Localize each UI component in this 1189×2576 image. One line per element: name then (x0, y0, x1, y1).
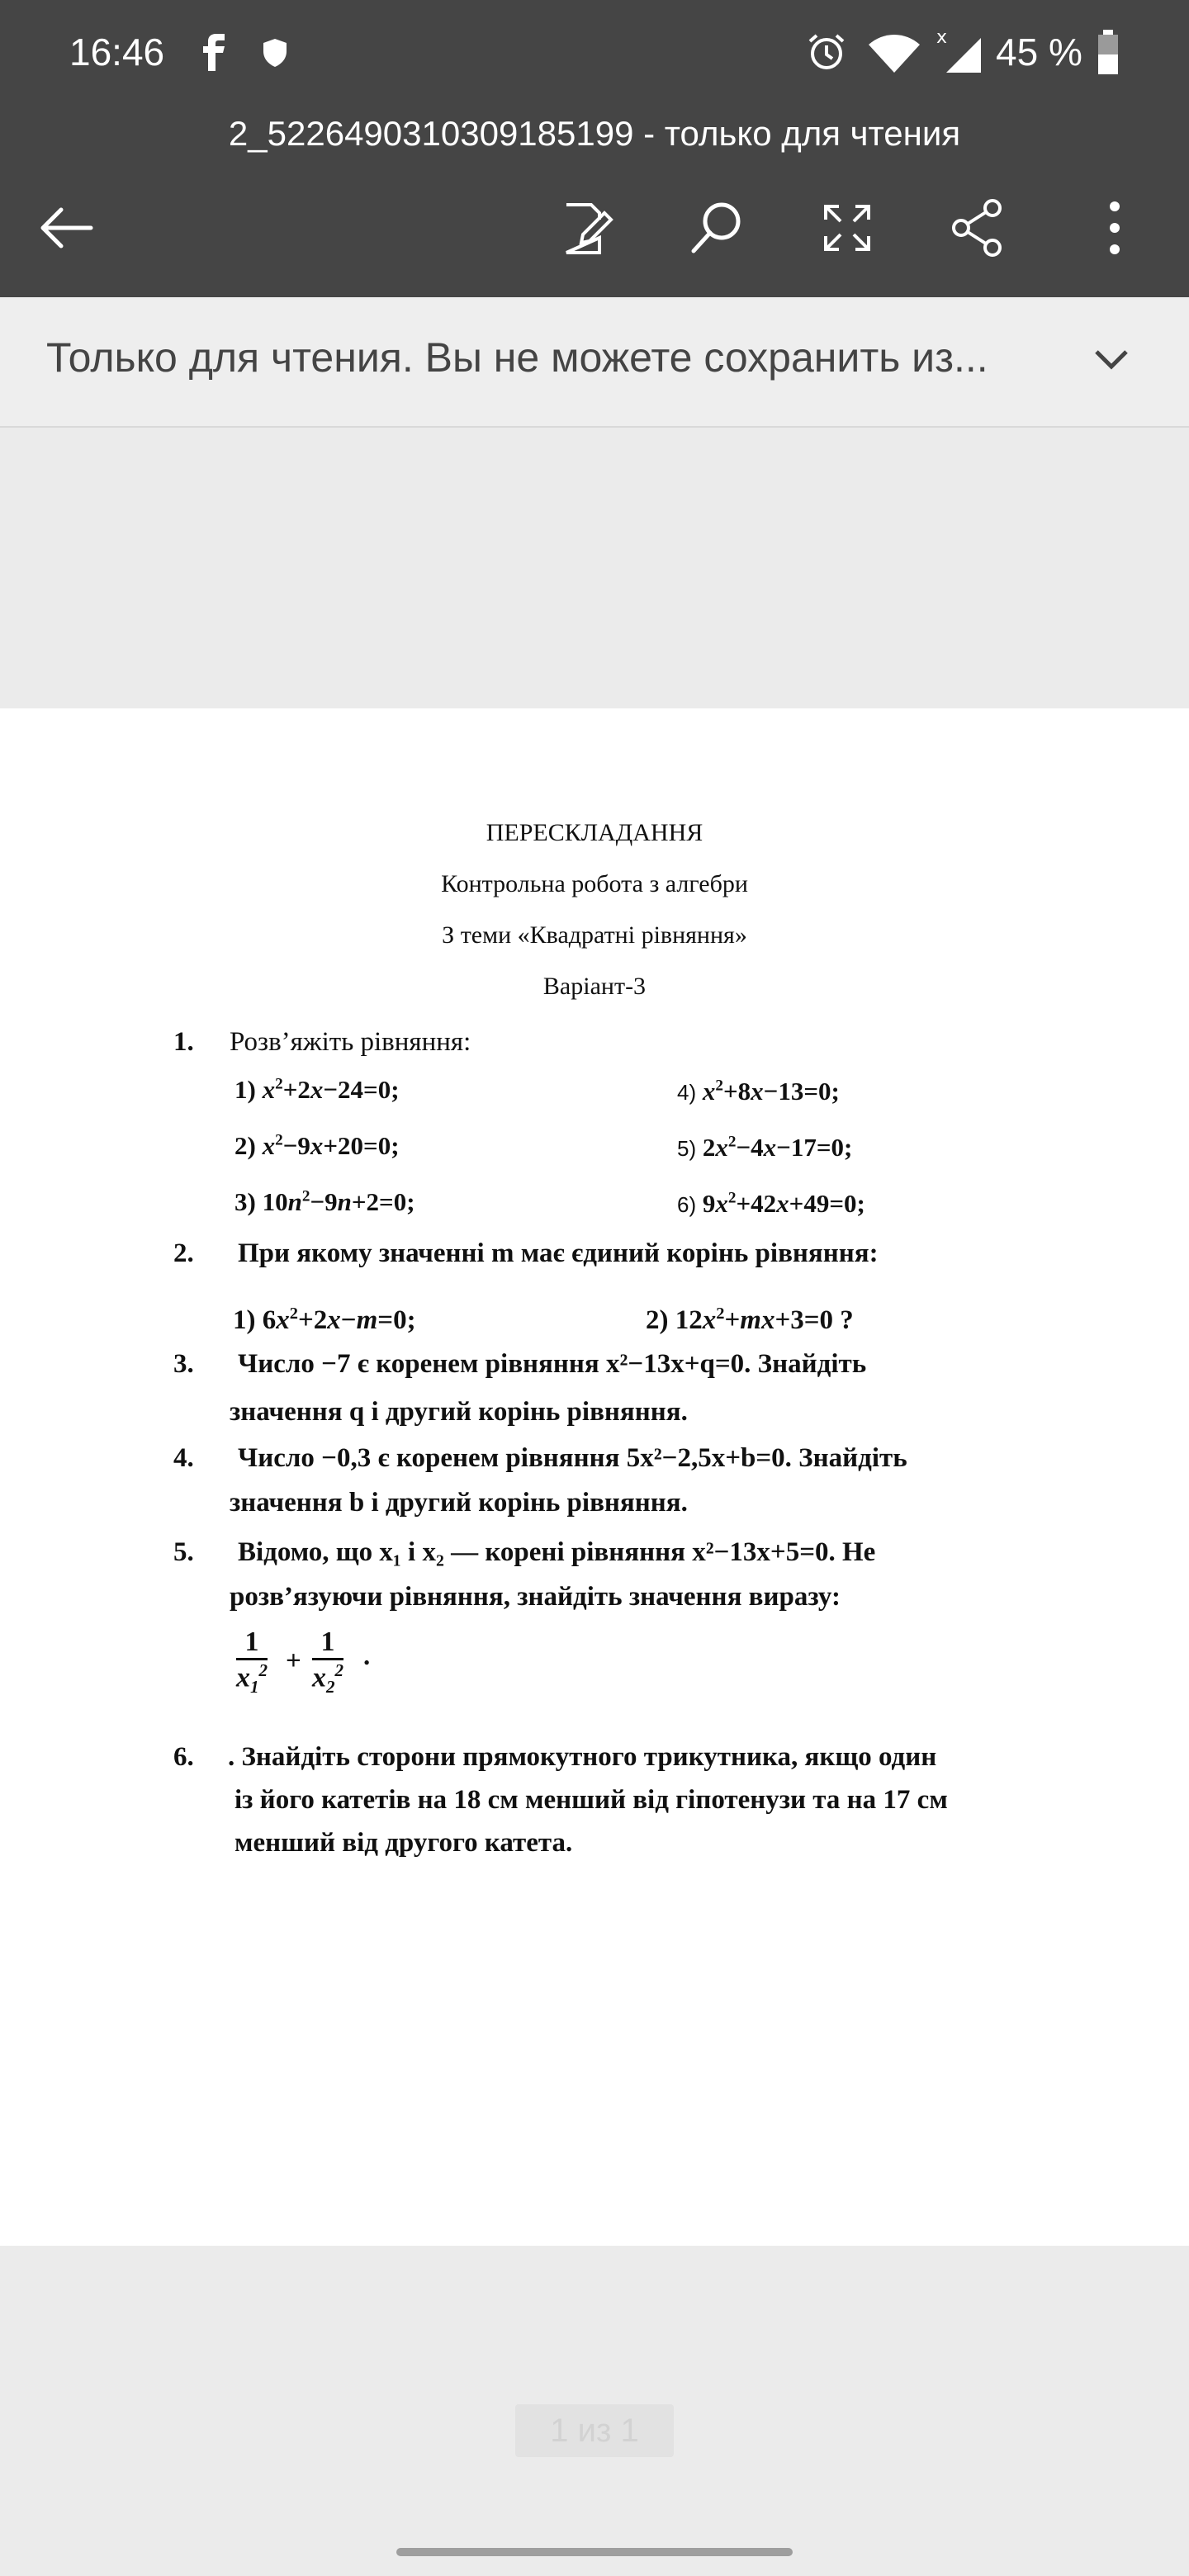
task-text: значення b і другий корінь рівняння. (230, 1488, 688, 1518)
task-text: значення q і другий корінь рівняння. (230, 1397, 688, 1427)
search-icon (684, 195, 750, 261)
task-text: розв’язуючи рівняння, знайдіть значення виразу: (230, 1582, 841, 1612)
equation: 4) $x^2+8x-13=0$; (677, 1077, 840, 1106)
task-text: Розв’яжіть рівняння: (230, 1027, 471, 1057)
alarm-icon (806, 31, 847, 73)
task-text: Відомо, що x₁ і x₂ — корені рівняння x²−13x+5=0. Не (238, 1537, 876, 1567)
facebook-icon (201, 33, 226, 71)
app-bar (0, 0, 1189, 297)
equation-label: 6) (677, 1192, 697, 1217)
equation-label: 1) (233, 1305, 256, 1335)
task-text: Число −7 є коренем рівняння x²−13x+q=0. Знайдіть (238, 1349, 867, 1379)
edit-button[interactable] (553, 195, 619, 261)
task-text: . Знайдіть сторони прямокутного трикутника, якщо один (228, 1742, 937, 1772)
equation-label: 2) (234, 1131, 256, 1160)
equation-label: 5) (677, 1136, 697, 1161)
task-number: 4. (173, 1443, 194, 1473)
signal-icon (931, 28, 984, 74)
doc-heading: ПЕРЕСКЛАДАННЯ (486, 819, 703, 846)
home-indicator[interactable] (396, 2548, 793, 2556)
task-text: із його катетів на 18 см менший від гіпотенузи та на 17 см (234, 1785, 948, 1815)
task-number: 5. (173, 1537, 194, 1567)
period: . (363, 1641, 371, 1671)
equation: 1) $x^2+2x-24=0$; (234, 1075, 400, 1104)
battery-icon (1097, 30, 1120, 76)
banner-text: Только для чтения. Вы не можете сохранить из... (46, 334, 988, 381)
status-bar (0, 0, 1189, 107)
task-number: 1. (173, 1027, 194, 1057)
battery-percentage: 45 % (996, 31, 1082, 73)
plus-sign: + (286, 1646, 301, 1676)
document-page (0, 708, 1189, 2246)
more-icon (1082, 195, 1148, 261)
doc-variant: Варіант-3 (542, 973, 647, 1000)
equation: 1) $6x^2+2x-m=0$; (233, 1305, 416, 1335)
page-indicator: 1 из 1 (515, 2404, 674, 2457)
equation: 2) $12x^2+mx+3=0$ ? (646, 1305, 854, 1335)
document-title: 2_5226490310309185199 - только для чтения (228, 114, 961, 153)
equation: 2) $x^2-9x+20=0$; (234, 1131, 400, 1160)
equation: 5) $2x^2-4x-17=0$; (677, 1133, 853, 1162)
shield-icon (263, 38, 287, 68)
equation: 6) $9x^2+42x+49=0$; (677, 1189, 865, 1218)
more-options-button[interactable] (1082, 195, 1148, 261)
fullscreen-icon (814, 195, 880, 261)
fraction: $\frac{1}{x_2^2}$ (312, 1627, 344, 1698)
search-button[interactable] (684, 195, 750, 261)
fraction: $\frac{1}{x_1^2}$ (236, 1627, 268, 1698)
equation-label: 4) (677, 1080, 697, 1105)
edit-icon (553, 195, 619, 261)
task-number: 6. (173, 1742, 194, 1772)
equation: 3) $10n^2-9n+2=0$; (234, 1187, 415, 1216)
equation-label: 2) (646, 1305, 669, 1335)
chevron-down-icon[interactable] (1088, 335, 1135, 381)
wifi-icon (867, 33, 921, 74)
share-button[interactable] (945, 195, 1011, 261)
equation-label: 3) (234, 1187, 256, 1216)
doc-subtitle: Контрольна робота з алгебри (441, 870, 748, 897)
task-number: 3. (173, 1349, 194, 1379)
status-time: 16:46 (69, 31, 165, 73)
equation-label: 1) (234, 1075, 256, 1104)
back-button[interactable] (33, 195, 99, 261)
read-only-banner[interactable] (0, 297, 1189, 428)
back-arrow-icon (33, 195, 99, 261)
share-icon (945, 195, 1011, 261)
doc-topic: З теми «Квадратні рівняння» (442, 921, 747, 949)
task-text: менший від другого катета. (234, 1828, 573, 1858)
fullscreen-button[interactable] (814, 195, 880, 261)
task-text: При якому значенні m має єдиний корінь рівняння: (238, 1238, 879, 1268)
svg-text:x: x (936, 28, 948, 48)
task-text: Число −0,3 є коренем рівняння 5x²−2,5x+b=0. Знайдіть (238, 1443, 907, 1473)
task-number: 2. (173, 1238, 194, 1268)
